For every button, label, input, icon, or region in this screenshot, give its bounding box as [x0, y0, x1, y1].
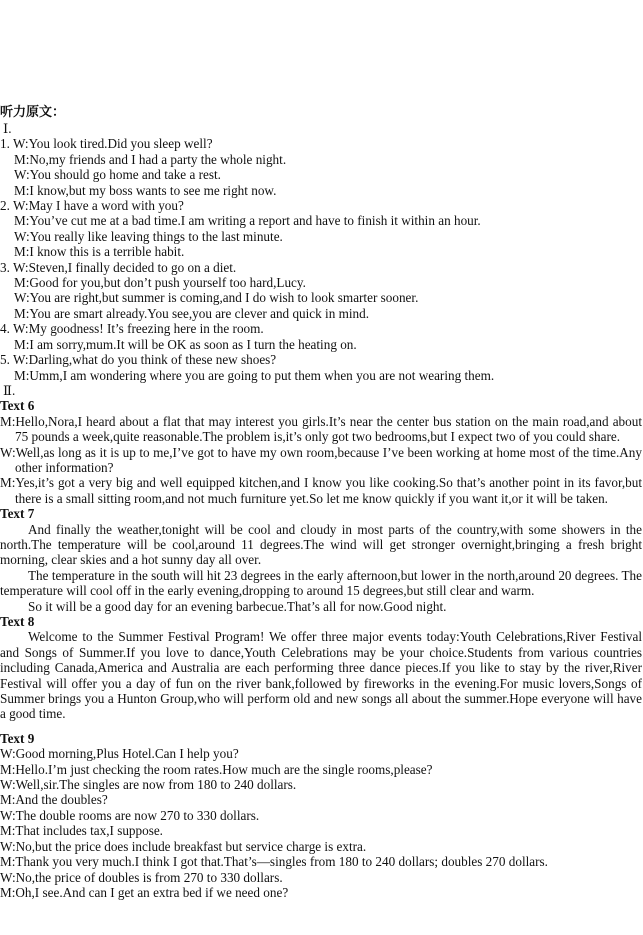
dialogue-line: M:You are smart already.You see,you are clever and quick in mind. — [14, 305, 370, 321]
text-9-dialogue — [0, 746, 643, 900]
item-number: 2. — [0, 198, 13, 214]
dialogue-2 — [0, 198, 643, 260]
dialogue-line: W:You should go home and take a rest. — [14, 167, 221, 183]
dialogue-line: M:That includes tax,I suppose. — [0, 823, 163, 839]
item-number: 1. — [0, 136, 13, 152]
dialogue-1 — [0, 136, 643, 198]
dialogue-line: W:Well,sir.The singles are now from 180 to 240 dollars. — [0, 777, 297, 793]
dialogue-line: M:I know this is a terrible habit. — [14, 244, 185, 260]
dialogue-line: W:You really like leaving things to the last minute. — [14, 228, 283, 244]
dialogue-line: W:No,but the price does include breakfast but service charge is extra. — [0, 838, 367, 854]
paragraph: The temperature in the south will hit 23 degrees in the early afternoon,but lower in the north,around 20 degrees. The temperature will cool off in the early evening,dropping to around 15 degrees,but still clear and warm. — [0, 567, 642, 599]
page-title: 听力原文： — [0, 105, 66, 120]
dialogue-line: M:Hello.I’m just checking the room rates.How much are the single rooms,please? — [0, 761, 433, 777]
text-8-heading: Text 8 — [0, 614, 35, 629]
text-7-heading: Text 7 — [0, 506, 35, 522]
dialogue-line: W:Darling,what do you think of these new shoes? — [12, 352, 277, 368]
speaker-paragraph: M:Hello,Nora,I heard about a flat that may interest you girls.It’s near the center bus station on the main road,and about 75 pounds a week,quite reasonable.The problem is,it’s only got two bedrooms,but I expect two of you could share. — [0, 413, 642, 445]
item-number: 3. — [0, 259, 13, 275]
part-two-label: Ⅱ. — [3, 382, 16, 398]
paragraph: So it will be a good day for an evening barbecue.That’s all for now.Good night. — [28, 598, 447, 614]
dialogue-line: M:Oh,I see.And can I get an extra bed if we need one? — [0, 884, 289, 900]
dialogue-4 — [0, 321, 643, 352]
dialogue-3 — [0, 260, 643, 322]
dialogue-line: M:Umm,I am wondering where you are going to put them when you are not wearing them. — [14, 367, 495, 383]
dialogue-line: W:No,the price of doubles is from 270 to 330 dollars. — [0, 869, 283, 885]
item-number: 4. — [0, 321, 13, 337]
dialogue-5 — [0, 352, 643, 383]
item-number: 5. — [0, 352, 13, 368]
dialogue-line: M:And the doubles? — [0, 792, 108, 808]
paragraph: Welcome to the Summer Festival Program! We offer three major events today:Youth Celebrations,River Festival and Songs of Summer.If you love to dance,Youth Celebrations may be your choice.Students from various countries including Canada,America and Australia are each performing three dance pieces.If you like to stay by the river,River Festival will offer you a day of fun on the river bank,followed by fireworks in the evening.For music lovers,Songs of Summer brings you a Hunton Group,who will perform old and new songs all about the summer.Hope everyone will have a good time. — [0, 629, 642, 722]
dialogue-line: W:The double rooms are now 270 to 330 dollars. — [0, 807, 260, 823]
dialogue-line: W:You are right,but summer is coming,and I do wish to look smarter sooner. — [14, 290, 419, 306]
speaker-paragraph: M:Yes,it’s got a very big and well equipped kitchen,and I know you like cooking.So that’s another point in its favor,but there is a small sitting room,and not much furniture yet.So let me know quickly if you want it,or it will be taken. — [0, 475, 642, 506]
dialogue-line: W:You look tired.Did you sleep well? — [12, 136, 213, 152]
dialogue-line: W:May I have a word with you? — [12, 198, 184, 214]
dialogue-line: M:You’ve cut me at a bad time.I am writing a report and have to finish it within an hour. — [14, 213, 481, 229]
dialogue-line: M:No,my friends and I had a party the whole night. — [14, 151, 287, 167]
listening-transcript — [0, 105, 643, 900]
speaker-paragraph: W:Well,as long as it is up to me,I’ve got to have my own room,because I’ve been working at home most of the time.Any other information? — [0, 444, 642, 475]
text-9-heading: Text 9 — [0, 730, 35, 746]
paragraph: And finally the weather,tonight will be cool and cloudy in most parts of the country,with some showers in the north.The temperature will be cool,around 11 degrees.The wind will get stronger overnight,bringing a fresh bright morning, clear skies and a hot sunny day all over. — [0, 521, 642, 568]
dialogue-line: M:Thank you very much.I think I got that.That’s—singles from 180 to 240 dollars; doubles 270 dollars. — [0, 854, 548, 870]
spacer — [0, 722, 643, 731]
text-6-heading: Text 6 — [0, 398, 35, 414]
dialogue-line: M:Good for you,but don’t push yourself too hard,Lucy. — [14, 275, 306, 291]
dialogue-line: M:I know,but my boss wants to see me right now. — [14, 182, 277, 198]
dialogue-line: M:I am sorry,mum.It will be OK as soon as I turn the heating on. — [14, 336, 357, 352]
dialogue-line: W:Steven,I finally decided to go on a diet. — [12, 259, 237, 275]
dialogue-line: W:Good morning,Plus Hotel.Can I help you? — [0, 746, 239, 762]
part-one-label: Ⅰ. — [3, 121, 12, 136]
dialogue-line: W:My goodness! It’s freezing here in the room. — [12, 321, 264, 337]
